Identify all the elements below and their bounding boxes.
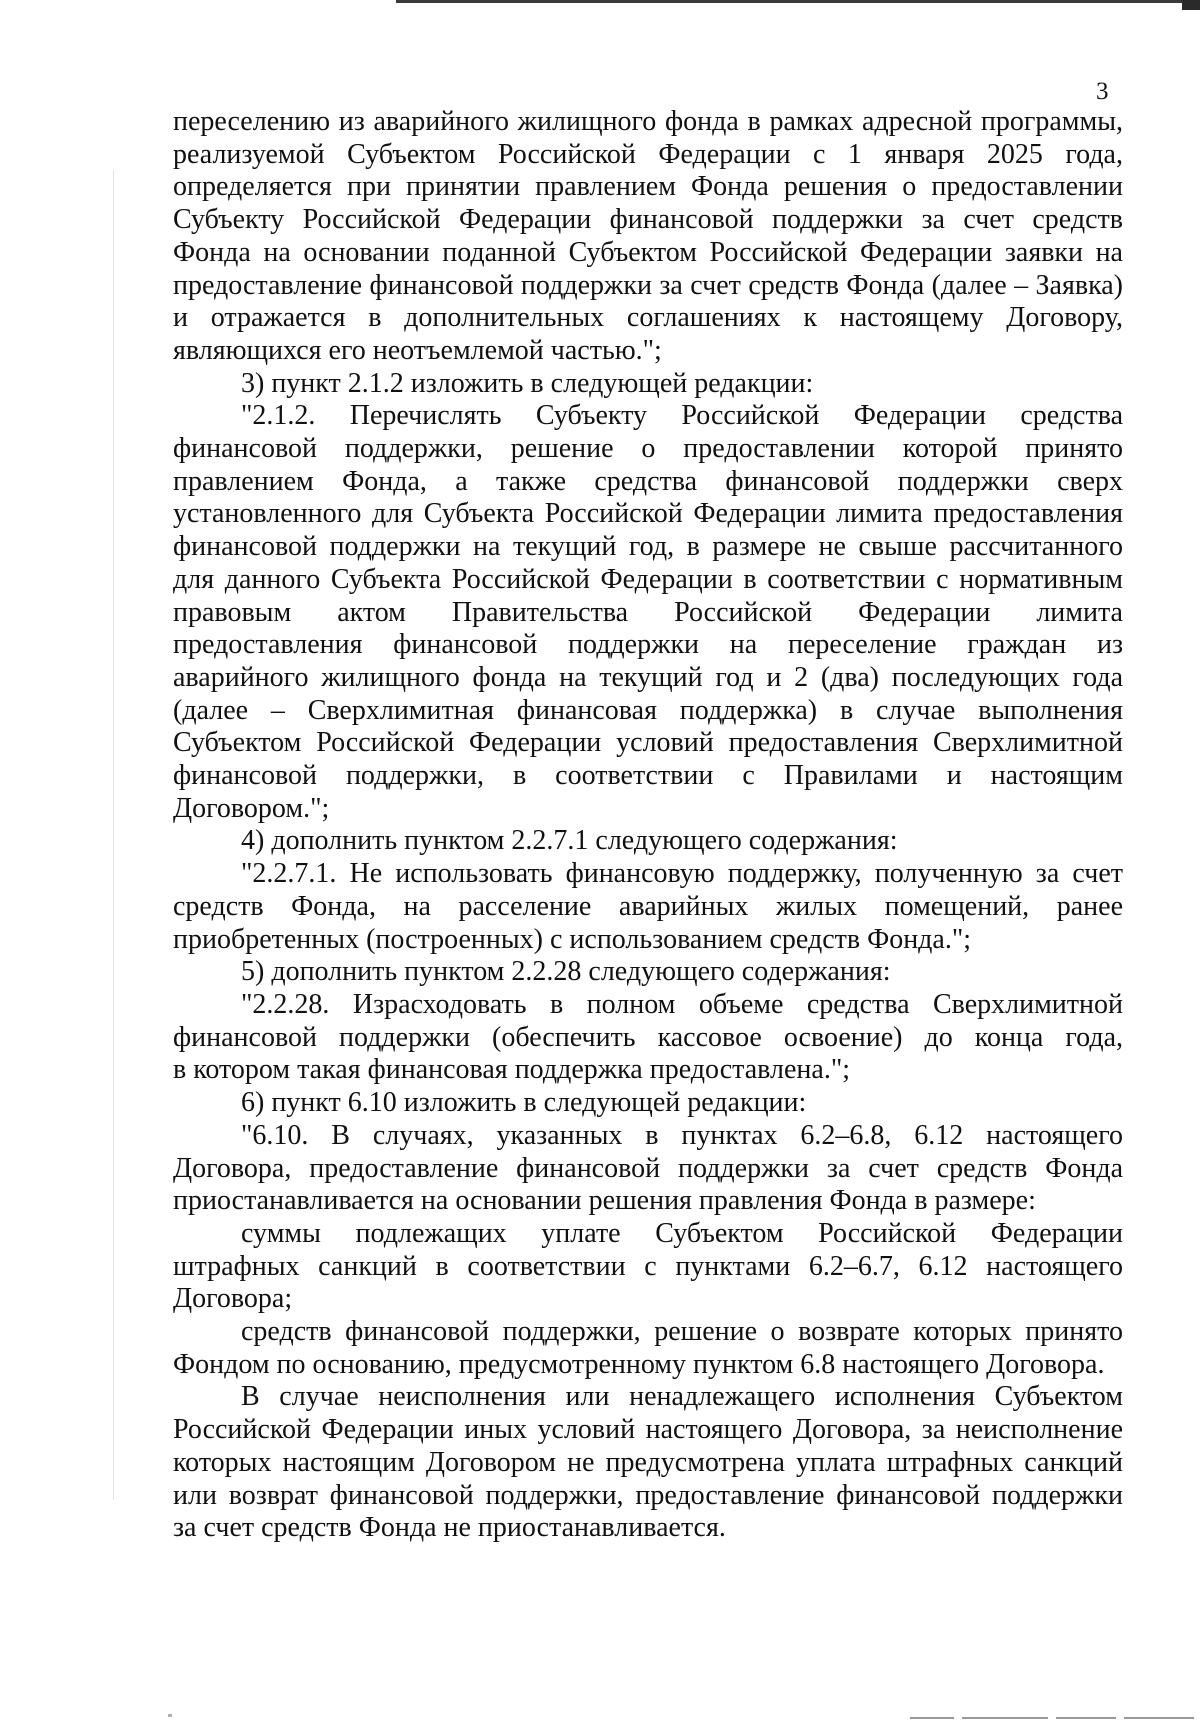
document-body (173, 106, 1123, 1545)
text-line: за счет средств Фонда не приостанавливается. (173, 1512, 726, 1544)
scan-top-border (396, 0, 1200, 3)
text-line: определяется при принятии правлением Фонда решения о предоставлении (173, 171, 1123, 203)
text-line: средств Фонда, на расселение аварийных жилых помещений, ранее (173, 890, 1123, 922)
text-line: финансовой поддержки, в соответствии с Правилами и настоящим (173, 760, 1123, 792)
text-line: суммы подлежащих уплате Субъектом Российской Федерации (241, 1217, 1123, 1249)
text-line: финансовой поддержки (обеспечить кассовое освоение) до конца года, (173, 1021, 1123, 1053)
scan-bottom-marks (902, 1715, 1200, 1721)
text-line: "2.2.7.1. Не использовать финансовую поддержку, полученную за счет (241, 858, 1123, 890)
text-line: "6.10. В случаях, указанных в пунктах 6.2–6.8, 6.12 настоящего (241, 1119, 1123, 1151)
text-line: 5) дополнить пунктом 2.2.28 следующего содержания: (241, 956, 891, 988)
text-line: Российской Федерации иных условий настоящего Договора, за неисполнение (173, 1414, 1123, 1446)
text-line: переселению из аварийного жилищного фонда в рамках адресной программы, (173, 106, 1123, 137)
text-line: 4) дополнить пунктом 2.2.7.1 следующего содержания: (241, 825, 898, 857)
text-line: установленного для Субъекта Российской Федерации лимита предоставления (173, 498, 1123, 530)
text-line: штрафных санкций в соответствии с пунктами 6.2–6.7, 6.12 настоящего (173, 1250, 1123, 1282)
text-line: Договора, предоставление финансовой поддержки за счет средств Фонда (173, 1152, 1123, 1184)
text-line: финансовой поддержки, решение о предоставлении которой принято (173, 433, 1123, 465)
text-line: правовым актом Правительства Российской Федерации лимита (173, 596, 1123, 628)
scan-artifact (168, 1714, 172, 1717)
text-line: приобретенных (построенных) с использованием средств Фонда."; (173, 923, 972, 955)
text-line: Субъектом Российской Федерации условий предоставления Сверхлимитной (173, 727, 1123, 759)
text-line: "2.1.2. Перечислять Субъекту Российской Федерации средства (241, 400, 1123, 432)
scan-mark (962, 1717, 1048, 1719)
text-line: реализуемой Субъектом Российской Федерации с 1 января 2025 года, (173, 138, 1123, 170)
text-line: Фондом по основанию, предусмотренному пунктом 6.8 настоящего Договора. (173, 1348, 1105, 1380)
scan-mark (1124, 1717, 1194, 1719)
text-line: Фонда на основании поданной Субъектом Российской Федерации заявки на (173, 236, 1123, 268)
scan-mark (1056, 1717, 1116, 1719)
text-line: или возврат финансовой поддержки, предоставление финансовой поддержки (173, 1479, 1123, 1511)
text-line: 6) пункт 6.10 изложить в следующей редакции: (241, 1087, 807, 1119)
text-line: предоставления финансовой поддержки на переселение граждан из (173, 629, 1123, 661)
text-line: "2.2.28. Израсходовать в полном объеме средства Сверхлимитной (241, 988, 1123, 1020)
text-line: аварийного жилищного фонда на текущий год и 2 (два) последующих года (173, 661, 1123, 693)
text-line: и отражается в дополнительных соглашениях к настоящему Договору, (173, 302, 1123, 334)
text-line: 3) пункт 2.1.2 изложить в следующей редакции: (241, 367, 814, 399)
text-line: которых настоящим Договором не предусмотрена уплата штрафных санкций (173, 1446, 1123, 1478)
text-line: Договора; (173, 1283, 293, 1315)
text-line: правлением Фонда, а также средства финансовой поддержки сверх (173, 465, 1123, 497)
page-number: 3 (1096, 78, 1109, 105)
scan-mark (910, 1717, 954, 1719)
text-line: для данного Субъекта Российской Федерации в соответствии с нормативным (173, 563, 1123, 595)
text-line: (далее – Сверхлимитная финансовая поддержка) в случае выполнения (173, 694, 1123, 726)
scan-fold-line (113, 170, 114, 1500)
text-line: Договором."; (173, 792, 330, 824)
text-line: являющихся его неотъемлемой частью."; (173, 334, 662, 366)
text-line: финансовой поддержки на текущий год, в размере не свыше рассчитанного (173, 531, 1123, 563)
text-line: приостанавливается на основании решения правления Фонда в размере: (173, 1185, 1036, 1217)
text-line: В случае неисполнения или ненадлежащего исполнения Субъектом (241, 1381, 1123, 1413)
text-line: в котором такая финансовая поддержка предоставлена."; (173, 1054, 851, 1086)
scan-top-corner-mark (1182, 0, 1200, 10)
text-line: предоставление финансовой поддержки за счет средств Фонда (далее – Заявка) (173, 269, 1123, 301)
text-line: Субъекту Российской Федерации финансовой поддержки за счет средств (173, 204, 1123, 236)
text-line: средств финансовой поддержки, решение о возврате которых принято (241, 1316, 1123, 1348)
